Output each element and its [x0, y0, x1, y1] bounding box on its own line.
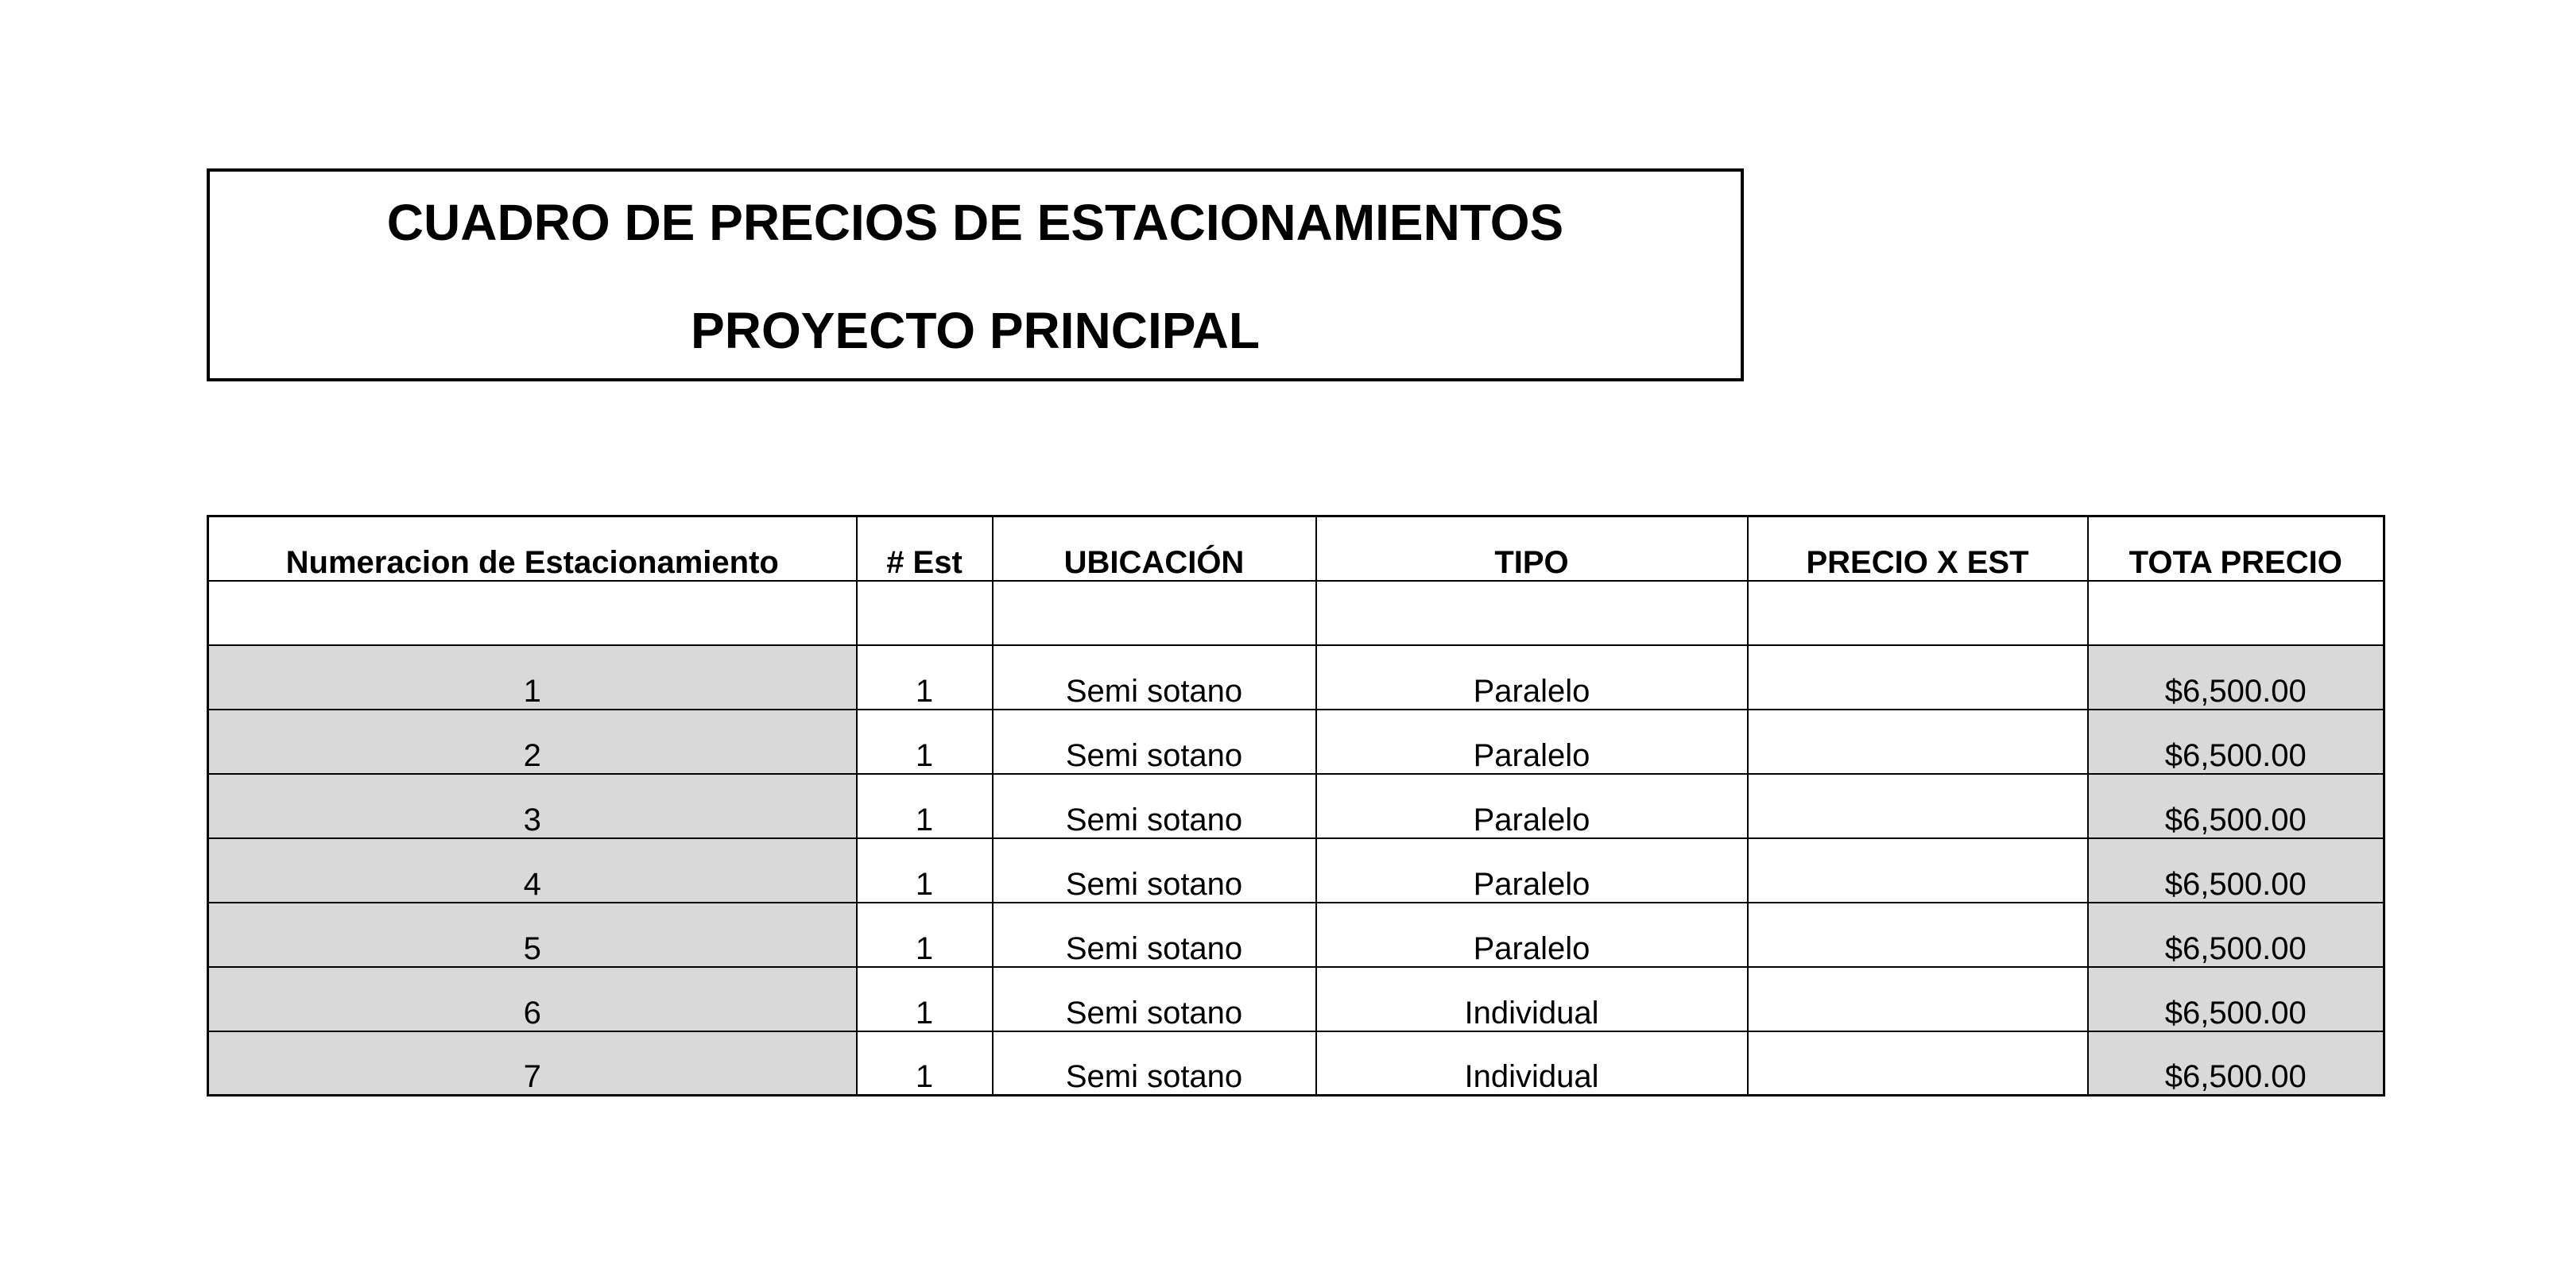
cell-price-per-unit: [1748, 710, 2088, 774]
table-row: [208, 903, 2384, 967]
cell-location: Semi sotano: [993, 710, 1316, 774]
cell-total-price: $6,500.00: [2088, 645, 2384, 710]
table-cell: [993, 581, 1316, 645]
header-total-price: TOTA PRECIO: [2088, 516, 2384, 581]
cell-count: 1: [857, 710, 993, 774]
cell-count: 1: [857, 1031, 993, 1096]
cell-parking-number: 1: [208, 645, 857, 710]
cell-type: Paralelo: [1316, 903, 1748, 967]
cell-price-per-unit: [1748, 838, 2088, 903]
header-price-per-unit: PRECIO X EST: [1748, 516, 2088, 581]
cell-type: Paralelo: [1316, 710, 1748, 774]
header-parking-number: Numeracion de Estacionamiento: [208, 516, 857, 581]
document-title: CUADRO DE PRECIOS DE ESTACIONAMIENTOS: [386, 194, 1564, 251]
table-row: [208, 838, 2384, 903]
cell-parking-number: 5: [208, 903, 857, 967]
cell-total-price: $6,500.00: [2088, 774, 2384, 838]
table-cell: [2088, 581, 2384, 645]
cell-location: Semi sotano: [993, 967, 1316, 1031]
table-row-empty: [208, 581, 2384, 645]
cell-parking-number: 3: [208, 774, 857, 838]
header-location: UBICACIÓN: [993, 516, 1316, 581]
cell-count: 1: [857, 967, 993, 1031]
cell-price-per-unit: [1748, 1031, 2088, 1096]
table-row: [208, 967, 2384, 1031]
cell-price-per-unit: [1748, 774, 2088, 838]
header-count: # Est: [857, 516, 993, 581]
cell-total-price: $6,500.00: [2088, 1031, 2384, 1096]
cell-count: 1: [857, 903, 993, 967]
parking-price-table: [207, 515, 2385, 1097]
cell-location: Semi sotano: [993, 903, 1316, 967]
cell-total-price: $6,500.00: [2088, 838, 2384, 903]
cell-location: Semi sotano: [993, 1031, 1316, 1096]
project-name: PROYECTO PRINCIPAL: [691, 302, 1260, 359]
table-row: [208, 645, 2384, 710]
cell-total-price: $6,500.00: [2088, 967, 2384, 1031]
table-cell: [1316, 581, 1748, 645]
table-row: [208, 710, 2384, 774]
cell-count: 1: [857, 838, 993, 903]
cell-price-per-unit: [1748, 903, 2088, 967]
table-cell: [208, 581, 857, 645]
cell-total-price: $6,500.00: [2088, 710, 2384, 774]
header-type: TIPO: [1316, 516, 1748, 581]
cell-parking-number: 6: [208, 967, 857, 1031]
cell-price-per-unit: [1748, 645, 2088, 710]
table-header-row: [208, 516, 2384, 581]
cell-type: Paralelo: [1316, 838, 1748, 903]
cell-type: Paralelo: [1316, 774, 1748, 838]
cell-price-per-unit: [1748, 967, 2088, 1031]
table-row: [208, 1031, 2384, 1096]
title-box: [207, 168, 1744, 381]
cell-parking-number: 7: [208, 1031, 857, 1096]
cell-location: Semi sotano: [993, 838, 1316, 903]
cell-count: 1: [857, 774, 993, 838]
table-cell: [857, 581, 993, 645]
cell-total-price: $6,500.00: [2088, 903, 2384, 967]
cell-location: Semi sotano: [993, 645, 1316, 710]
cell-type: Paralelo: [1316, 645, 1748, 710]
table-cell: [1748, 581, 2088, 645]
cell-parking-number: 2: [208, 710, 857, 774]
table-row: [208, 774, 2384, 838]
cell-type: Individual: [1316, 967, 1748, 1031]
cell-count: 1: [857, 645, 993, 710]
cell-location: Semi sotano: [993, 774, 1316, 838]
cell-parking-number: 4: [208, 838, 857, 903]
cell-type: Individual: [1316, 1031, 1748, 1096]
